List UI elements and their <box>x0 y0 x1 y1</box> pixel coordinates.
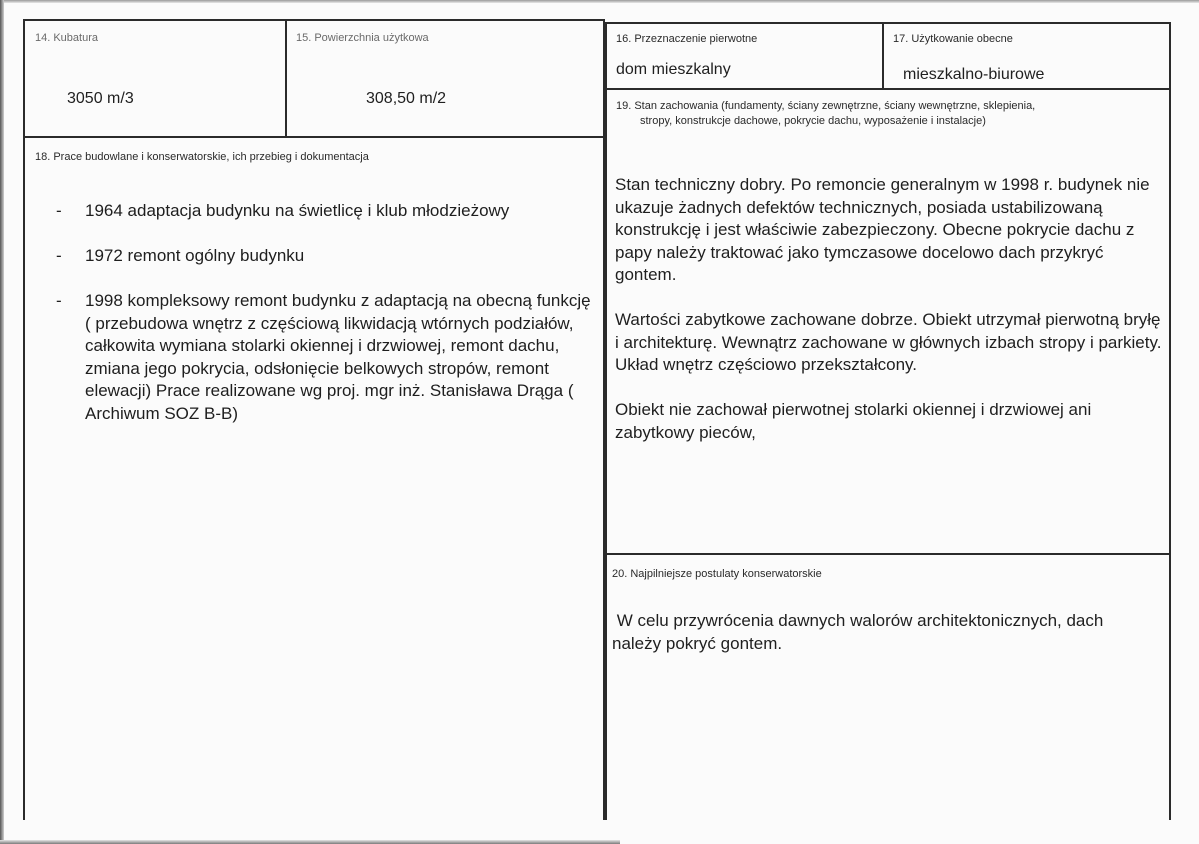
rule-19-bottom <box>605 553 1169 555</box>
rule-left-outer <box>23 19 25 820</box>
rule-14-15-divider <box>285 19 287 137</box>
list-dash: - <box>56 246 62 265</box>
field-15-label: 15. Powierzchnia użytkowa <box>296 32 429 44</box>
work-history-item <box>56 245 596 268</box>
field-14-label: 14. Kubatura <box>35 32 98 44</box>
field-14-value: 3050 m/3 <box>67 90 134 107</box>
work-history-item <box>56 200 596 223</box>
rule-left-top <box>23 19 603 21</box>
field-19-label-line1: 19. Stan zachowania (fundamenty, ściany zewnętrzne, ściany wewnętrzne, sklepienia, <box>616 100 1036 112</box>
field-17-value: mieszkalno-biurowe <box>903 66 1045 83</box>
scan-edge-top <box>0 0 1199 3</box>
rule-16-17-divider <box>882 22 884 89</box>
work-history-text: 1964 adaptacja budynku na świetlicę i klub młodzieżowy <box>85 201 510 220</box>
list-dash: - <box>56 291 62 310</box>
list-dash: - <box>56 201 62 220</box>
work-history-item <box>56 290 596 425</box>
scan-edge-bottom <box>0 840 620 844</box>
field-15-value: 308,50 m/2 <box>366 90 447 107</box>
field-18-work-history <box>56 200 596 448</box>
field-19-condition-text <box>615 174 1167 467</box>
work-history-text: 1972 remont ogólny budynku <box>85 246 305 265</box>
field-16-value: dom mieszkalny <box>616 61 731 78</box>
condition-paragraph-heritage: Wartości zabytkowe zachowane dobrze. Obiekt utrzymał pierwotną bryłę i architekturę. Wewnątrz zachowane w głównych izbach stropy i parkiety. Układ wnętrz częściowo przekształcony. <box>615 310 1162 374</box>
rule-right-outer <box>1169 22 1171 820</box>
condition-paragraph-missing: Obiekt nie zachował pierwotnej stolarki okiennej i drzwiowej ani zabytkowy pieców, <box>615 400 1092 442</box>
field-17-label: 17. Użytkowanie obecne <box>893 33 1013 45</box>
rule-right-top <box>605 22 1171 24</box>
field-16-label: 16. Przeznaczenie pierwotne <box>616 33 758 45</box>
scan-edge-left <box>0 0 4 844</box>
field-19-label-line2: stropy, konstrukcje dachowe, pokrycie dachu, wyposażenie i instalacje) <box>640 115 986 127</box>
field-18-label: 18. Prace budowlane i konserwatorskie, ich przebieg i dokumentacja <box>35 151 369 163</box>
field-20-label: 20. Najpilniejsze postulaty konserwatorskie <box>612 568 822 580</box>
rule-14-15-bottom <box>23 136 603 138</box>
rule-16-17-bottom <box>605 88 1171 90</box>
condition-paragraph-technical: Stan techniczny dobry. Po remoncie generalnym w 1998 r. budynek nie ukazuje żadnych defektów technicznych, posiada ustabilizowaną konstrukcję i jest właściwie zabezpieczony. Obecne pokrycie dachu z papy należy traktować jako tymczasowe docelowo dach przykryć gontem. <box>615 175 1150 284</box>
work-history-text: 1998 kompleksowy remont budynku z adaptacją na obecną funkcję ( przebudowa wnętrz z częściową likwidacją wtórnych podziałów, całkowita wymiana stolarki okiennej i drzwiowej, remont dachu, zmiana jego pokrycia, odsłonięcie belkowych stropów, remont elewacji) Prace realizowane wg proj. mgr inż. Stanisława Drąga ( Archiwum SOZ B-B) <box>85 291 591 423</box>
rule-right-inner <box>605 22 607 820</box>
field-20-postulates-text: W celu przywrócenia dawnych walorów architektonicznych, dach należy pokryć gontem. <box>612 611 1109 653</box>
